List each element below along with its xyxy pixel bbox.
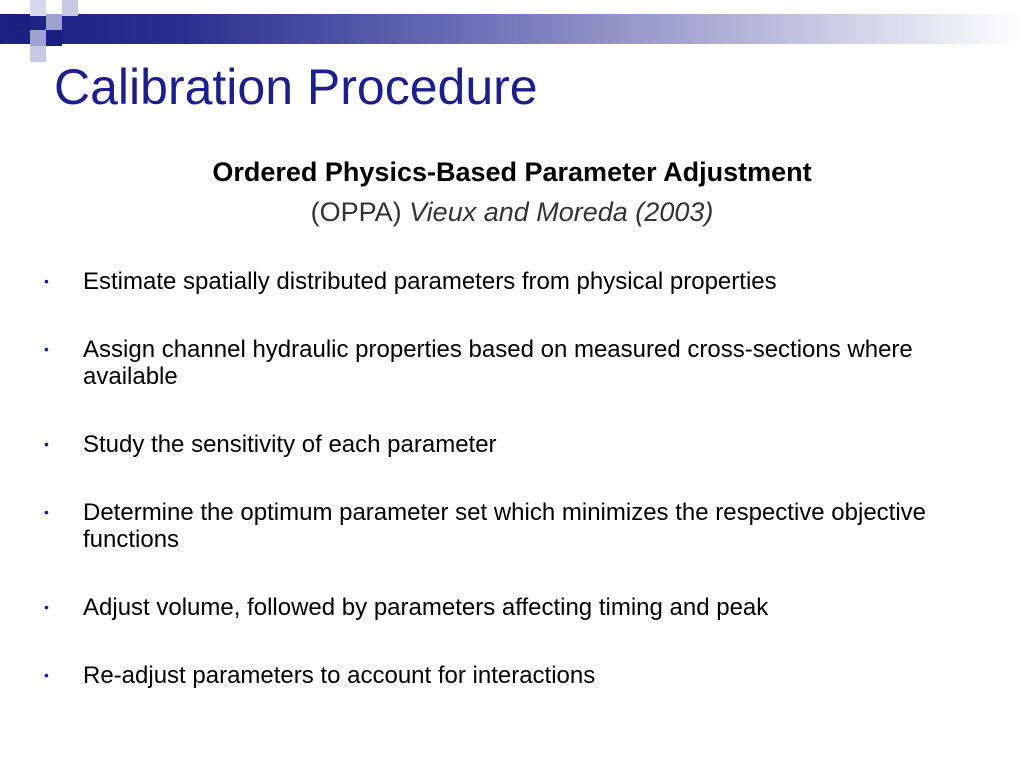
bullet-text: Determine the optimum parameter set which minimizes the respective objective functions [83, 499, 927, 553]
bullet-icon: • [44, 667, 49, 683]
bullet-item [44, 268, 1004, 295]
decor-square-light [62, 0, 78, 16]
subtitle: Ordered Physics-Based Parameter Adjustment [212, 157, 812, 187]
decor-square-light [30, 30, 46, 46]
bullet-item [44, 594, 1004, 621]
subtitle-reference-line [0, 192, 1024, 232]
bullet-item [44, 662, 1004, 689]
decor-square-light [30, 0, 46, 16]
slide-title: Calibration Procedure [54, 59, 538, 115]
bullet-text: Assign channel hydraulic properties based on measured cross-sections where available [83, 336, 913, 390]
decor-square-light [46, 14, 62, 30]
bullet-icon: • [44, 599, 49, 615]
acronym: (OPPA) [310, 197, 402, 227]
bullet-icon: • [44, 341, 49, 357]
bullet-text: Re-adjust parameters to account for interactions [83, 662, 596, 689]
decor-square-dark [46, 30, 62, 46]
subtitle-block [0, 152, 1024, 232]
bullet-item [44, 499, 1004, 553]
bullet-icon: • [44, 273, 49, 289]
bullet-icon: • [44, 436, 49, 452]
bullet-icon: • [44, 504, 49, 520]
decor-square-dark [14, 14, 30, 30]
citation: Vieux and Moreda (2003) [409, 197, 714, 227]
header-decoration-band [0, 14, 1024, 44]
bullet-item [44, 336, 1004, 390]
bullet-list [44, 268, 1004, 689]
bullet-text: Study the sensitivity of each parameter [83, 431, 497, 458]
bullet-text: Adjust volume, followed by parameters affecting timing and peak [83, 594, 769, 621]
decor-square-light [30, 46, 46, 62]
bullet-item [44, 431, 1004, 458]
bullet-text: Estimate spatially distributed parameters from physical properties [83, 268, 777, 295]
